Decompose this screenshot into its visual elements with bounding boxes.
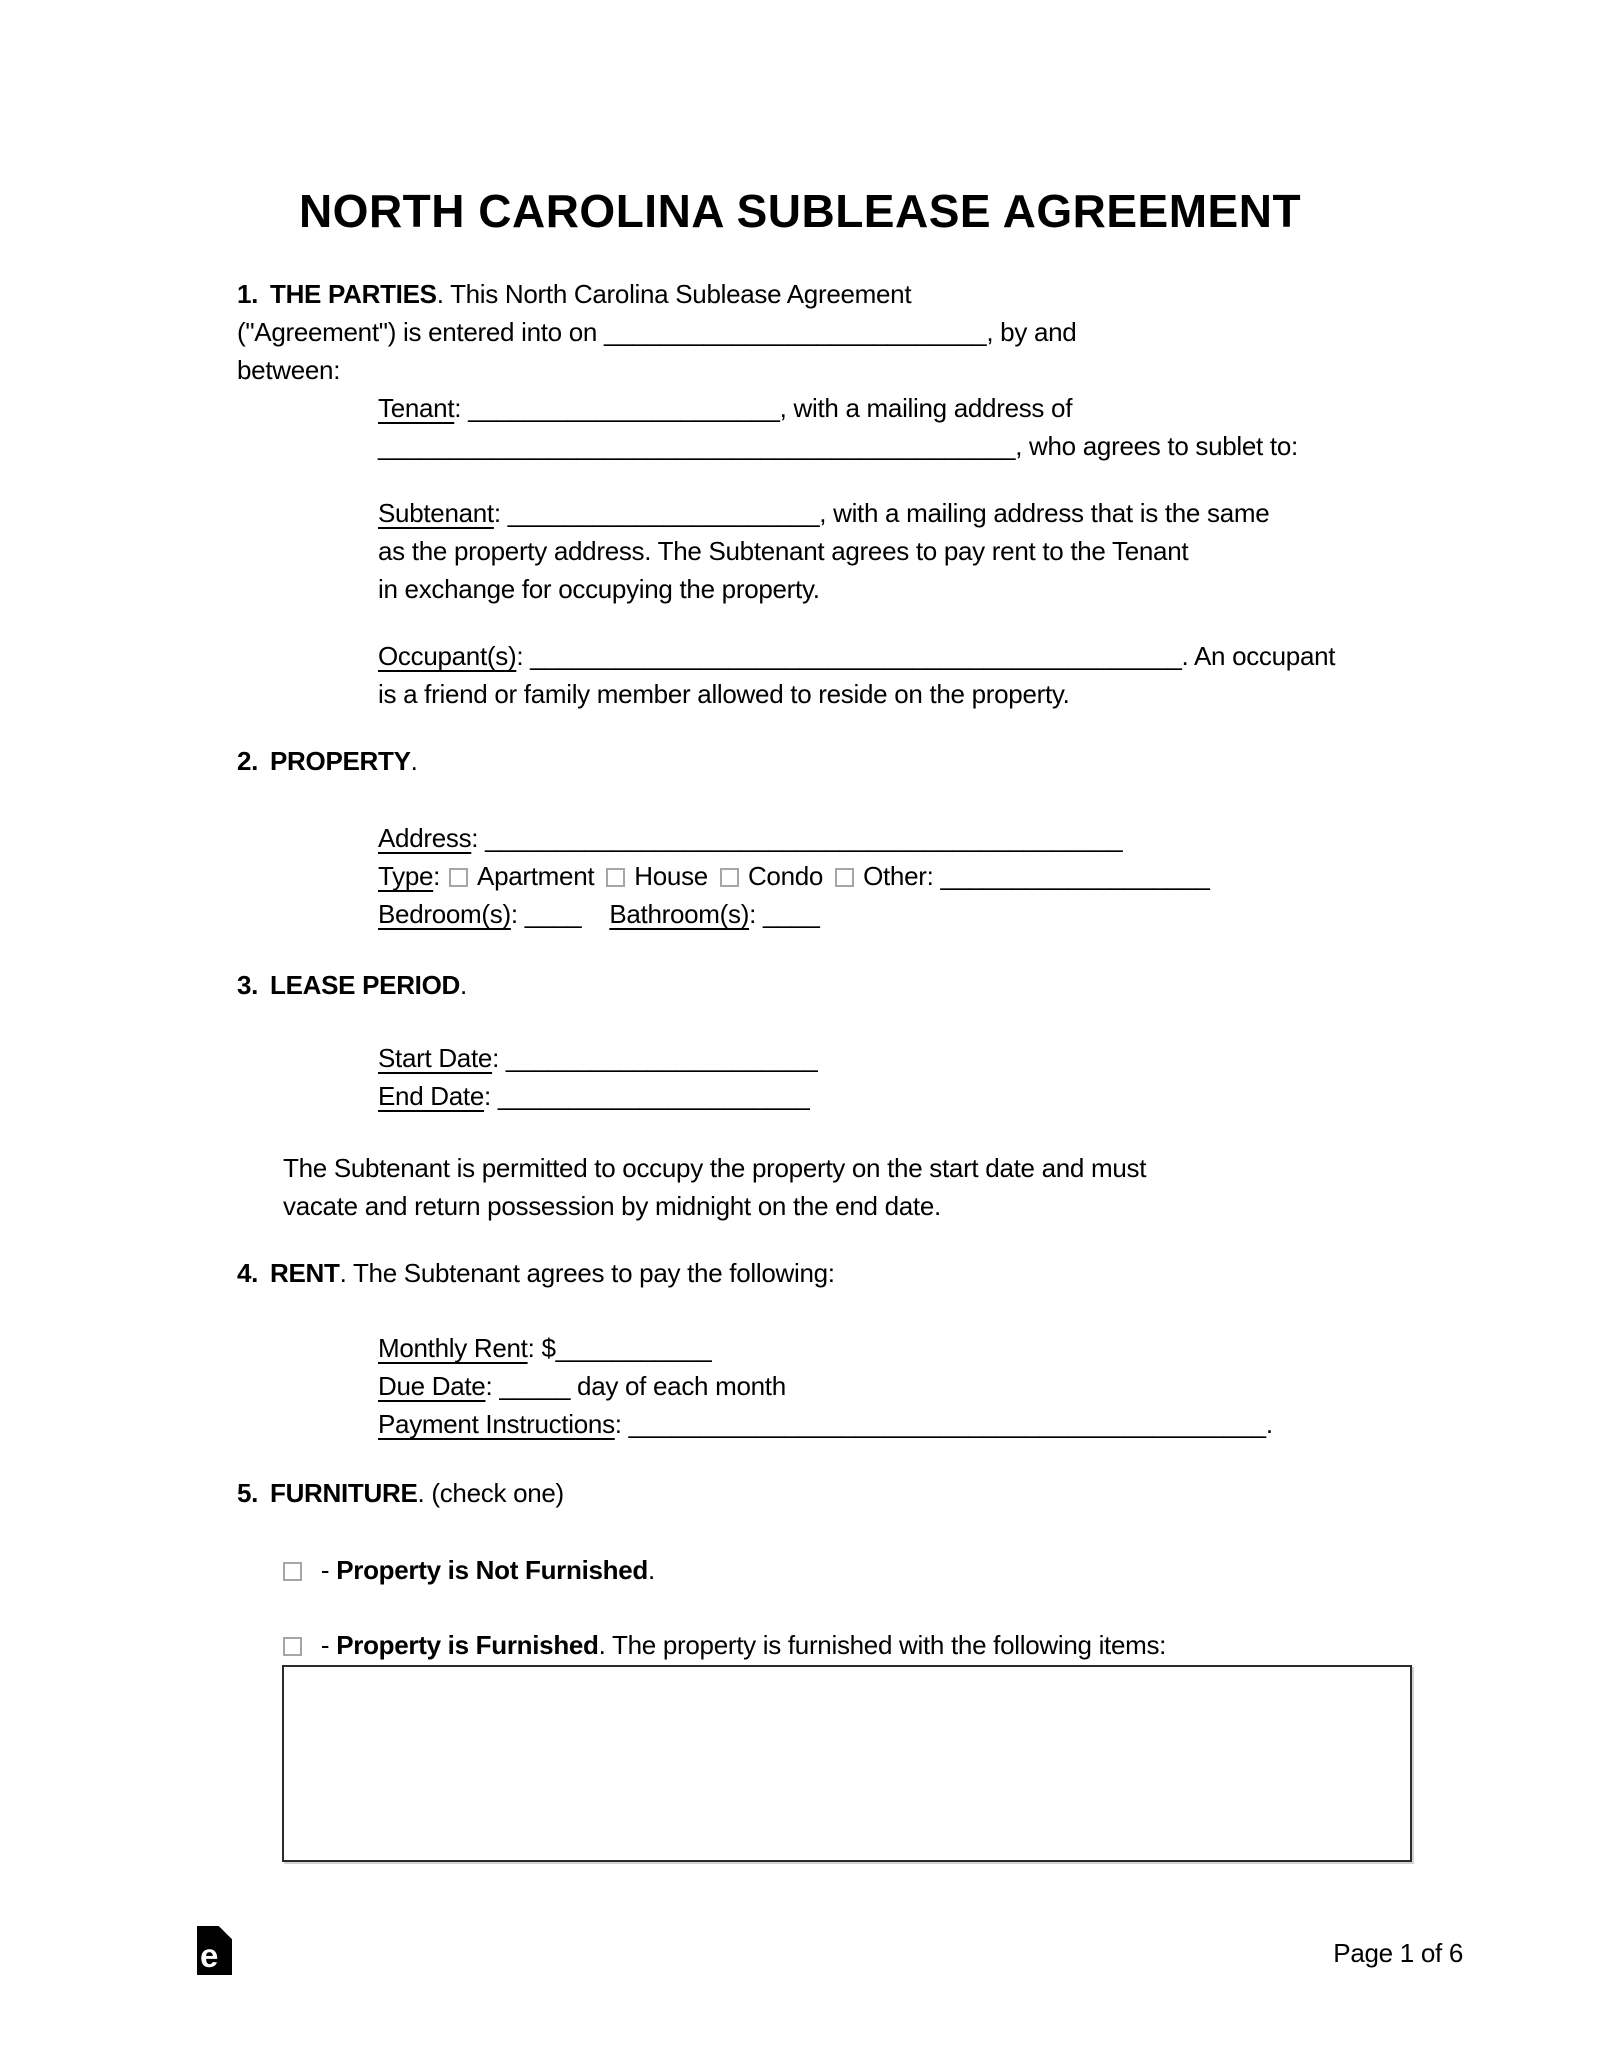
page-title: NORTH CAROLINA SUBLEASE AGREEMENT — [298, 185, 1302, 237]
subtenant-after-name-text: , with a mailing address that is the same — [819, 498, 1270, 528]
due-date-colon: : — [485, 1371, 500, 1401]
tenant-colon: : — [454, 393, 469, 423]
furnished-suffix-text: . The property is furnished with the following items: — [598, 1630, 1167, 1660]
not-furnished-option-label: Property is Not Furnished — [336, 1555, 648, 1585]
tenant-line-1 — [378, 389, 1298, 427]
agreement-date-blank[interactable]: ___________________________ — [603, 317, 987, 347]
agreement-date-posttext: , by and — [986, 317, 1077, 347]
start-date-label: Start Date — [378, 1043, 493, 1073]
apartment-checkbox[interactable] — [449, 868, 468, 887]
due-date-line — [378, 1367, 1273, 1405]
due-date-label: Due Date — [378, 1371, 486, 1401]
property-address-blank[interactable]: _____________________________________________ — [485, 823, 1123, 853]
occupants-label: Occupant(s) — [378, 641, 517, 671]
parties-section-number: 1. — [237, 279, 259, 309]
occupants-clause — [378, 637, 1335, 713]
rent-section-heading: RENT — [270, 1258, 340, 1288]
occupants-line-2: is a friend or family member allowed to reside on the property. — [378, 679, 1070, 709]
property-rooms-line — [378, 895, 1210, 933]
condo-option-label: Condo — [747, 861, 824, 891]
property-section-number: 2. — [237, 746, 259, 776]
payment-instructions-blank[interactable]: _____________________________________________ — [628, 1409, 1266, 1439]
tenant-line-2 — [378, 427, 1298, 465]
apartment-option-label: Apartment — [477, 861, 595, 891]
end-date-blank[interactable]: ______________________ — [497, 1081, 810, 1111]
occupants-colon: : — [516, 641, 531, 671]
parties-line-1 — [237, 275, 1076, 313]
tenant-name-blank[interactable]: ______________________ — [468, 393, 780, 423]
subtenant-name-blank[interactable]: ______________________ — [507, 498, 820, 528]
property-address-line — [378, 819, 1210, 857]
agreement-date-pretext: ("Agreement") is entered into on — [237, 317, 604, 347]
payment-instructions-line — [378, 1405, 1273, 1443]
other-type-blank[interactable]: ___________________ — [940, 861, 1210, 891]
due-date-blank[interactable]: _____ — [499, 1371, 571, 1401]
subtenant-line-2: as the property address. The Subtenant agrees to pay rent to the Tenant — [378, 536, 1189, 566]
parties-section-heading: THE PARTIES — [270, 279, 437, 309]
furnished-option-label: Property is Furnished — [336, 1630, 599, 1660]
not-furnished-period: . — [647, 1555, 655, 1585]
due-date-posttext: day of each month — [570, 1371, 786, 1401]
eforms-logo — [197, 1926, 232, 1975]
lease-section-heading: LEASE PERIOD — [270, 970, 460, 1000]
property-fields — [378, 819, 1210, 933]
tenant-after-address-text: , who agrees to sublet to: — [1015, 431, 1298, 461]
section-lease-heading — [237, 966, 467, 1004]
section-property-heading — [237, 742, 418, 780]
tenant-label: Tenant — [378, 393, 455, 423]
not-furnished-dash: - — [314, 1555, 337, 1585]
address-label: Address — [378, 823, 472, 853]
address-colon: : — [471, 823, 486, 853]
furniture-heading-rest: . (check one) — [417, 1478, 564, 1508]
monthly-rent-blank[interactable]: ___________ — [555, 1333, 712, 1363]
subtenant-line-1 — [378, 494, 1269, 532]
property-heading-rest: . — [410, 746, 418, 776]
tenant-after-name-text: , with a mailing address of — [779, 393, 1073, 423]
section-parties-intro — [237, 275, 1076, 389]
subtenant-clause — [378, 494, 1269, 608]
subtenant-label: Subtenant — [378, 498, 494, 528]
payment-instructions-label: Payment Instructions — [378, 1409, 615, 1439]
lease-section-number: 3. — [237, 970, 259, 1000]
bathrooms-label: Bathroom(s) — [609, 899, 750, 929]
house-checkbox[interactable] — [606, 868, 625, 887]
logo-letter: e — [200, 1937, 219, 1974]
furnished-checkbox[interactable] — [283, 1637, 302, 1656]
not-furnished-checkbox[interactable] — [283, 1562, 302, 1581]
lease-dates — [378, 1039, 817, 1115]
furniture-section-number: 5. — [237, 1478, 259, 1508]
start-date-colon: : — [492, 1043, 506, 1073]
start-date-blank[interactable]: ______________________ — [505, 1043, 818, 1073]
bedrooms-colon: : — [510, 899, 525, 929]
type-colon: : — [433, 861, 448, 891]
monthly-rent-label: Monthly Rent — [378, 1333, 528, 1363]
end-date-line — [378, 1077, 817, 1115]
occupants-after-text: . An occupant — [1181, 641, 1336, 671]
lease-paragraph-line-1: The Subtenant is permitted to occupy the property on the start date and must — [283, 1153, 1147, 1183]
bathrooms-colon: : — [749, 899, 763, 929]
monthly-rent-currency: : $ — [527, 1333, 556, 1363]
parties-line-3: between: — [237, 355, 341, 385]
section-furniture-heading — [237, 1474, 564, 1512]
bedrooms-blank[interactable]: ____ — [524, 899, 582, 929]
end-date-label: End Date — [378, 1081, 485, 1111]
end-date-colon: : — [484, 1081, 498, 1111]
furnished-dash: - — [314, 1630, 337, 1660]
condo-checkbox[interactable] — [720, 868, 739, 887]
not-furnished-option-line — [283, 1551, 655, 1589]
other-checkbox[interactable] — [835, 868, 854, 887]
parties-heading-rest: . This North Carolina Sublease Agreement — [436, 279, 912, 309]
type-label: Type — [378, 861, 434, 891]
occupants-blank[interactable]: ______________________________________________ — [530, 641, 1182, 671]
property-section-heading: PROPERTY — [270, 746, 411, 776]
bathrooms-blank[interactable]: ____ — [762, 899, 820, 929]
page-number-label: Page 1 of 6 — [1333, 1938, 1463, 1968]
subtenant-line-3: in exchange for occupying the property. — [378, 574, 820, 604]
house-option-label: House — [634, 861, 708, 891]
payment-instructions-period: . — [1265, 1409, 1273, 1439]
rent-fields — [378, 1329, 1273, 1443]
rent-heading-rest: . The Subtenant agrees to pay the following: — [339, 1258, 835, 1288]
furnished-items-box[interactable] — [282, 1665, 1412, 1862]
parties-line-2 — [237, 313, 1076, 351]
occupants-line-1 — [378, 637, 1335, 675]
furniture-section-heading: FURNITURE — [270, 1478, 418, 1508]
payment-instructions-colon: : — [614, 1409, 629, 1439]
lease-paragraph — [283, 1149, 1146, 1225]
lease-paragraph-line-2: vacate and return possession by midnight on the end date. — [283, 1191, 941, 1221]
bedrooms-label: Bedroom(s) — [378, 899, 511, 929]
furnished-option-line — [283, 1626, 1166, 1664]
other-option-label: Other: — [863, 861, 941, 891]
start-date-line — [378, 1039, 817, 1077]
rent-section-number: 4. — [237, 1258, 259, 1288]
section-rent-heading — [237, 1254, 835, 1292]
property-type-line — [378, 857, 1210, 895]
monthly-rent-line — [378, 1329, 1273, 1367]
tenant-address-blank[interactable]: _____________________________________________ — [378, 431, 1016, 461]
tenant-clause — [378, 389, 1298, 465]
lease-heading-rest: . — [460, 970, 467, 1000]
subtenant-colon: : — [493, 498, 508, 528]
